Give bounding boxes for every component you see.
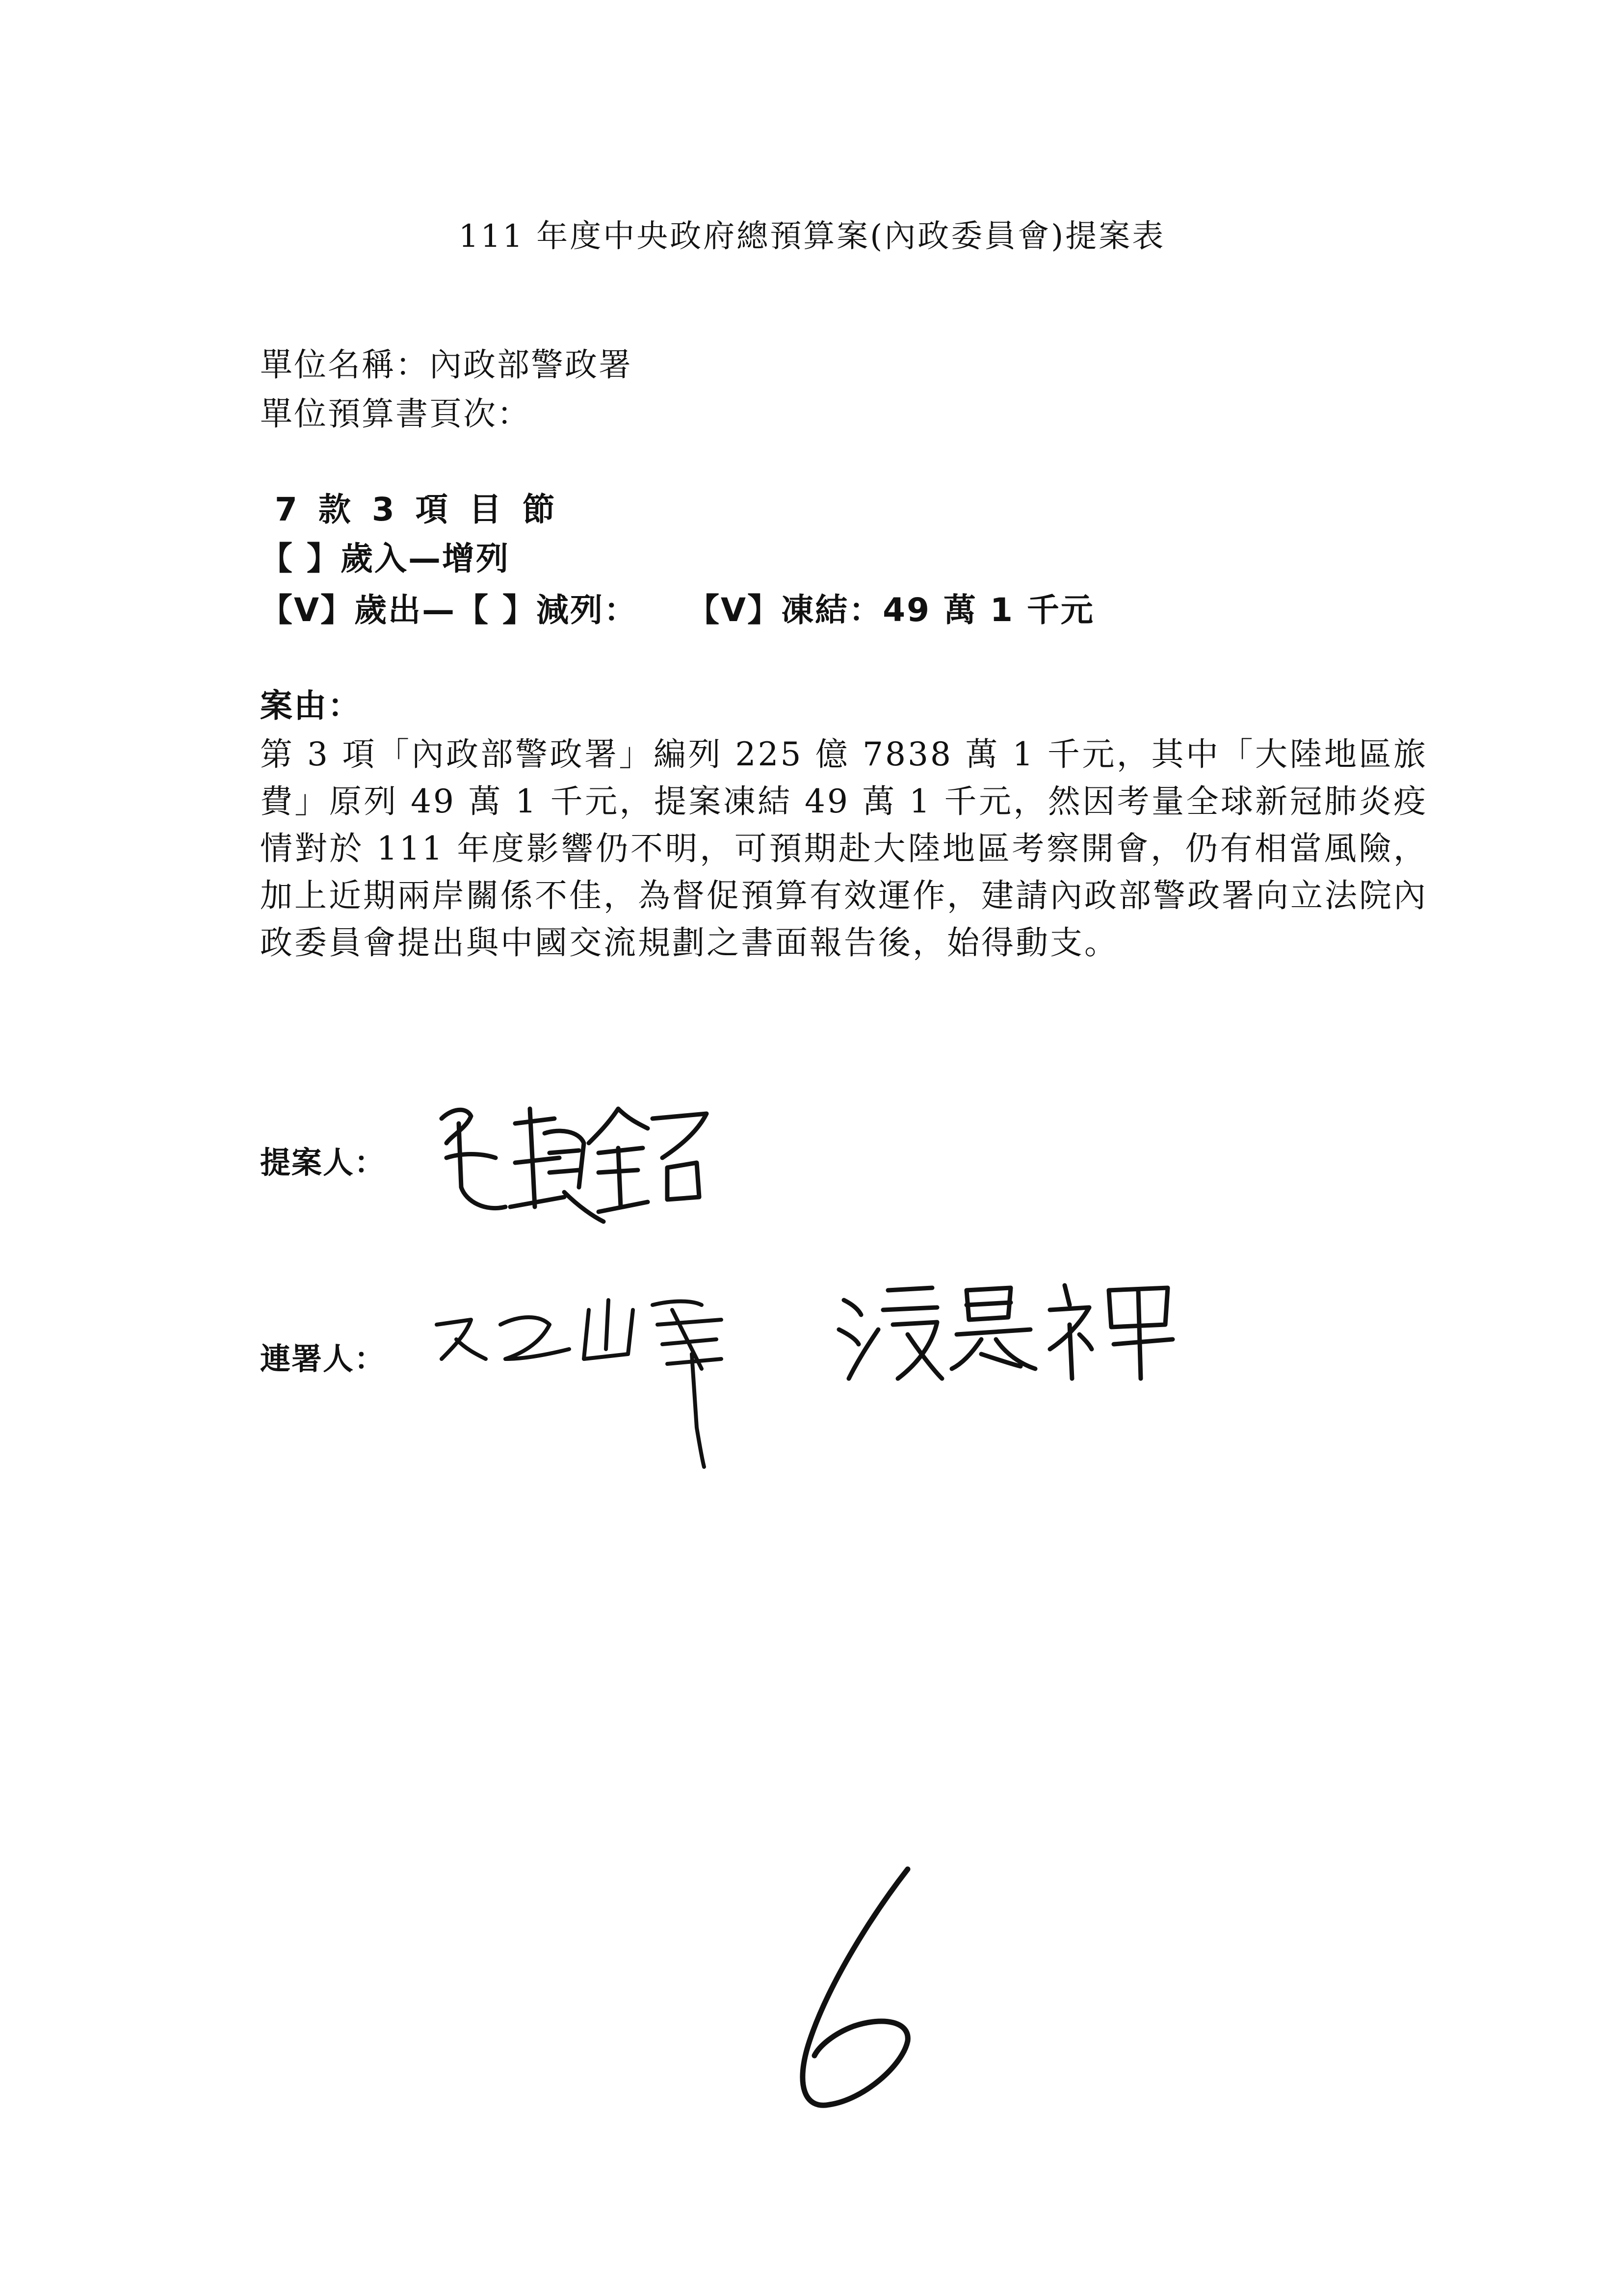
expenditure-freeze: 【V】凍結：49 萬 1 千元 xyxy=(687,591,1095,629)
expenditure-line xyxy=(260,584,1095,630)
document-title: 111 年度中央政府總預算案(內政委員會)提案表 xyxy=(458,218,1166,255)
reason-text: 第 3 項「內政部警政署」編列 225 億 7838 萬 1 千元，其中「大陸地區旅費」原列 49 萬 1 千元，提案凍結 49 萬 1 千元，然因考量全球新冠肺炎疫情對於 111 年度影響仍不明，可預期赴大陸地區考察開會，仍有相當風險，加上近期兩岸關係不佳，為督促預算有效運作，建請內政部警政署向立法院內政委員會提出與中國交流規劃之書面報告後，始得動支。 xyxy=(260,735,1428,962)
expenditure-reduce: 【V】歲出—【 】減列： xyxy=(260,591,638,629)
unit-name-row xyxy=(260,339,632,385)
cosigner-signature-2 xyxy=(834,1271,1187,1388)
cosigner-label: 連署人： xyxy=(260,1341,386,1377)
budget-page-label: 單位預算書頁次： xyxy=(260,395,531,433)
cosigner-signature-1 xyxy=(427,1280,819,1477)
unit-name-value: 內政部警政署 xyxy=(429,346,632,384)
revenue-line: 【 】歲入—增列 xyxy=(260,540,510,577)
reason-label: 案由： xyxy=(260,687,362,725)
proposer-label: 提案人： xyxy=(260,1145,386,1180)
unit-name-label: 單位名稱： xyxy=(260,346,429,384)
item-line: 7 款 3 項 目 節 xyxy=(275,491,556,528)
proposer-signature xyxy=(432,1089,716,1236)
handwritten-page-mark xyxy=(765,1854,942,2129)
budget-page-row xyxy=(260,388,531,434)
